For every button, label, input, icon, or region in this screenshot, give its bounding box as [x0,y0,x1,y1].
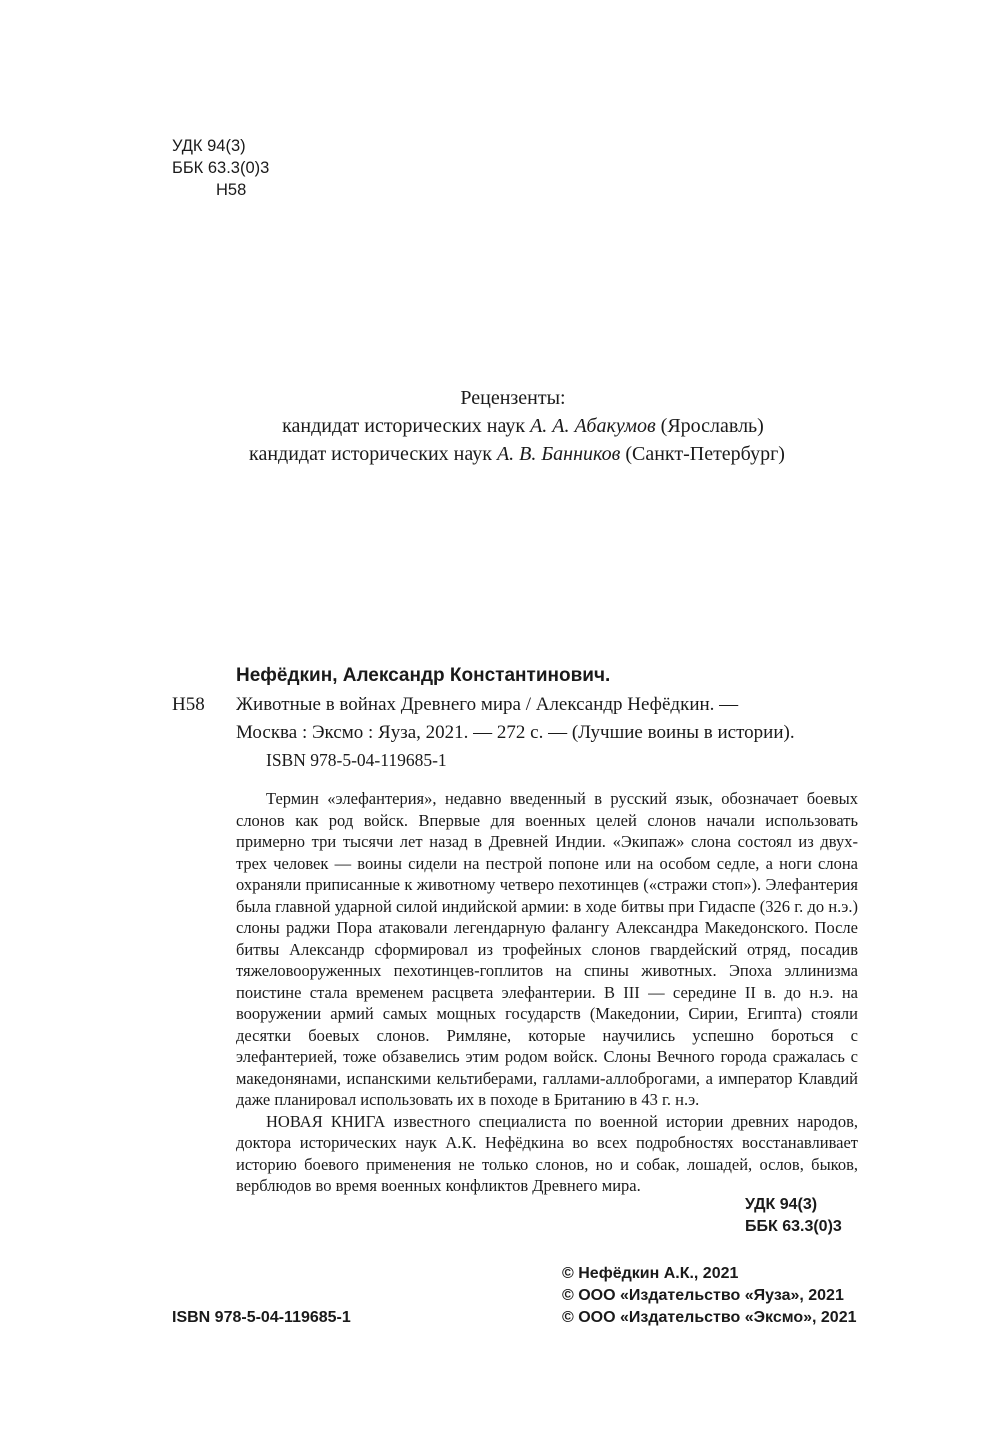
reviewer-1-city: (Ярославль) [660,415,764,437]
reviewer-2-degree: кандидат исторических наук [249,443,492,465]
catalog-isbn: ISBN 978-5-04-119685-1 [266,750,447,770]
annotation-paragraph-1: Термин «элефантерия», недавно введенный в русский язык, обозначает боевых слонов как род войск. Впервые для военных целей слонов начали использовать примерно три тысячи лет назад в Древней Индии. «Экипаж» слона состоял из двух-трех человек — воины сидели на пестрой попоне или на особом седле, а ноги слона охраняли приписанные к животному четверо пехотинцев («стражи стоп»). Элефантерия была главной ударной силой индийской армии: в ходе битвы при Гидаспе (326 г. до н.э.) слоны раджи Пора атаковали легендарную фалангу Александра Македонского. После битвы Александр сформировал из трофейных слонов гвардейский отряд, посадив тяжеловооруженных пехотинцев-гоплитов на спины животных. Эпоха эллинизма поистине стала временем расцвета элефантерии. В III — середине II в. до н.э. на вооружении армий самых мощных государств (Македонии, Сирии, Египта) стояли десятки боевых слонов. Римляне, которые научились успешно бороться с элефантерией, тоже обзавелись этим родом войск. Слоны Вечного города сражалась с македонянами, испанскими кельтиберами, галлами-аллоброгами, а император Клавдий даже планировал использовать их в походе в Британию в 43 г. н.э. [236,789,858,1109]
catalog-line-1: Животные в войнах Древнего мира / Александр Нефёдкин. — [236,694,739,715]
reviewers-block [0,384,986,468]
reviewer-2-name: А. В. Банников [496,443,621,465]
author-mark: Н58 [216,181,247,199]
udk-code: УДК 94(3) [172,137,246,155]
reviewer-1 [0,412,986,440]
catalog-author: Нефёдкин, Александр Константинович. [236,665,611,686]
annotation-paragraph-2: НОВАЯ КНИГА известного специалиста по военной истории древних народов, доктора исторических наук А.К. Нефёдкина во всех подробностях восстанавливает историю боевого применения не только слонов, но и собак, лошадей, ослов, быков, верблюдов во время военных конфликтов Древнего мира. [236,1111,858,1195]
udk-code-bottom: УДК 94(3) [745,1196,818,1213]
bbk-code: ББК 63.3(0)3 [172,159,270,177]
copyright-block [562,1263,857,1329]
classification-bottom [745,1194,842,1238]
reviewer-2 [0,440,986,468]
classification-block [172,135,269,201]
bbk-code-bottom: ББК 63.3(0)3 [745,1218,842,1235]
reviewers-title: Рецензенты: [460,387,566,409]
reviewer-2-city: (Санкт-Петербург) [625,443,785,465]
copyright-line-2: © ООО «Издательство «Яуза», 2021 [562,1287,844,1304]
copyright-line-1: © Нефёдкин А.К., 2021 [562,1265,739,1282]
reviewer-1-degree: кандидат исторических наук [282,415,526,437]
catalog-mark: Н58 [172,694,205,715]
annotation [236,788,858,1197]
copyright-line-3: © ООО «Издательство «Эксмо», 2021 [562,1309,857,1326]
isbn-bottom: ISBN 978-5-04-119685-1 [172,1309,351,1326]
catalog-line-2: Москва : Эксмо : Яуза, 2021. — 272 с. — (Лучшие воины в истории). [236,722,795,743]
reviewer-1-name: А. А. Абакумов [530,415,656,437]
